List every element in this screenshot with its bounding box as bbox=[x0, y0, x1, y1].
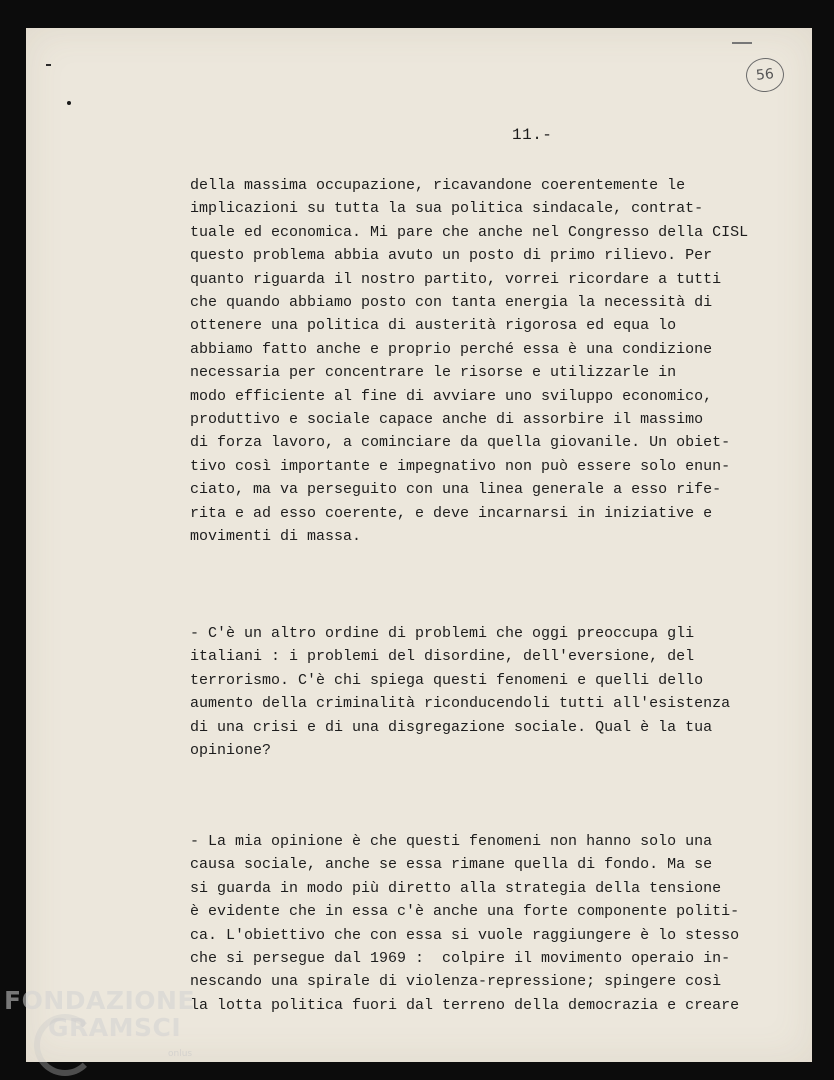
text-line: tuale ed economica. Mi pare che anche nel Congresso della CISL bbox=[190, 223, 749, 241]
question-paragraph bbox=[190, 622, 790, 762]
answer-paragraph bbox=[190, 830, 790, 1017]
watermark-suffix: onlus bbox=[168, 1049, 193, 1059]
watermark-line-2: GRAMSCI bbox=[48, 1013, 182, 1042]
text-line: rita e ad esso coerente, e deve incarnarsi in iniziative e bbox=[190, 504, 713, 522]
text-line: opinione? bbox=[190, 742, 272, 760]
text-line: - C'è un altro ordine di problemi che oggi preoccupa gli bbox=[190, 625, 695, 642]
text-line: la lotta politica fuori dal terreno della democrazia e creare bbox=[190, 996, 740, 1014]
text-line: che quando abbiamo posto con tanta energia la necessità di bbox=[190, 294, 713, 312]
text-line: produttivo e sociale capace anche di assorbire il massimo bbox=[190, 411, 704, 429]
text-line: italiani : i problemi del disordine, dell'eversione, del bbox=[190, 648, 695, 666]
text-line: di una crisi e di una disgregazione sociale. Qual è la tua bbox=[190, 718, 713, 736]
text-line: ca. L'obiettivo che con essa si vuole raggiungere è lo stesso bbox=[190, 926, 740, 944]
text-line: ottenere una politica di austerità rigorosa ed equa lo bbox=[190, 317, 677, 335]
text-line: terrorismo. C'è chi spiega questi fenomeni e quelli dello bbox=[190, 671, 704, 689]
text-line: modo efficiente al fine di avviare uno sviluppo economico, bbox=[190, 387, 713, 405]
archive-page-stamp bbox=[744, 56, 785, 94]
watermark-ring-icon bbox=[34, 1014, 96, 1076]
text-line: abbiamo fatto anche e proprio perché essa è una condizione bbox=[190, 340, 713, 358]
text-line: della massima occupazione, ricavandone coerentemente le bbox=[190, 177, 686, 194]
text-line: quanto riguarda il nostro partito, vorrei ricordare a tutti bbox=[190, 270, 722, 288]
fondazione-gramsci-watermark bbox=[4, 986, 196, 1059]
margin-dot-mark bbox=[67, 101, 71, 105]
text-line: necessaria per concentrare le risorse e utilizzarle in bbox=[190, 364, 677, 382]
margin-dash-mark bbox=[46, 64, 51, 66]
text-line: causa sociale, anche se essa rimane quella di fondo. Ma se bbox=[190, 856, 713, 874]
text-line: movimenti di massa. bbox=[190, 528, 362, 546]
archive-page-number: 56 bbox=[755, 66, 775, 84]
text-line: che si persegue dal 1969 : colpire il movimento operaio in- bbox=[190, 950, 731, 968]
text-line: si guarda in modo più diretto alla strategia della tensione bbox=[190, 879, 722, 897]
text-line: aumento della criminalità riconducendoli tutti all'esistenza bbox=[190, 695, 731, 713]
corner-dash-mark bbox=[732, 42, 752, 44]
text-line: - La mia opinione è che questi fenomeni non hanno solo una bbox=[190, 833, 713, 850]
text-line: tivo così importante e impegnativo non può essere solo enun- bbox=[190, 457, 731, 475]
page-number: 11.- bbox=[512, 126, 553, 144]
text-line: di forza lavoro, a cominciare da quella giovanile. Un obiet- bbox=[190, 434, 731, 452]
document-page bbox=[26, 28, 812, 1062]
text-line: è evidente che in essa c'è anche una forte componente politi- bbox=[190, 903, 740, 921]
answer-paragraph-continued bbox=[190, 174, 790, 549]
watermark-line-1: FONDAZIONE bbox=[4, 986, 196, 1015]
text-line: implicazioni su tutta la sua politica sindacale, contrat- bbox=[190, 200, 704, 218]
text-line: nescando una spirale di violenza-repressione; spingere così bbox=[190, 973, 722, 991]
text-line: questo problema abbia avuto un posto di primo rilievo. Per bbox=[190, 247, 713, 265]
text-line: ciato, ma va perseguito con una linea generale a esso rife- bbox=[190, 481, 722, 499]
